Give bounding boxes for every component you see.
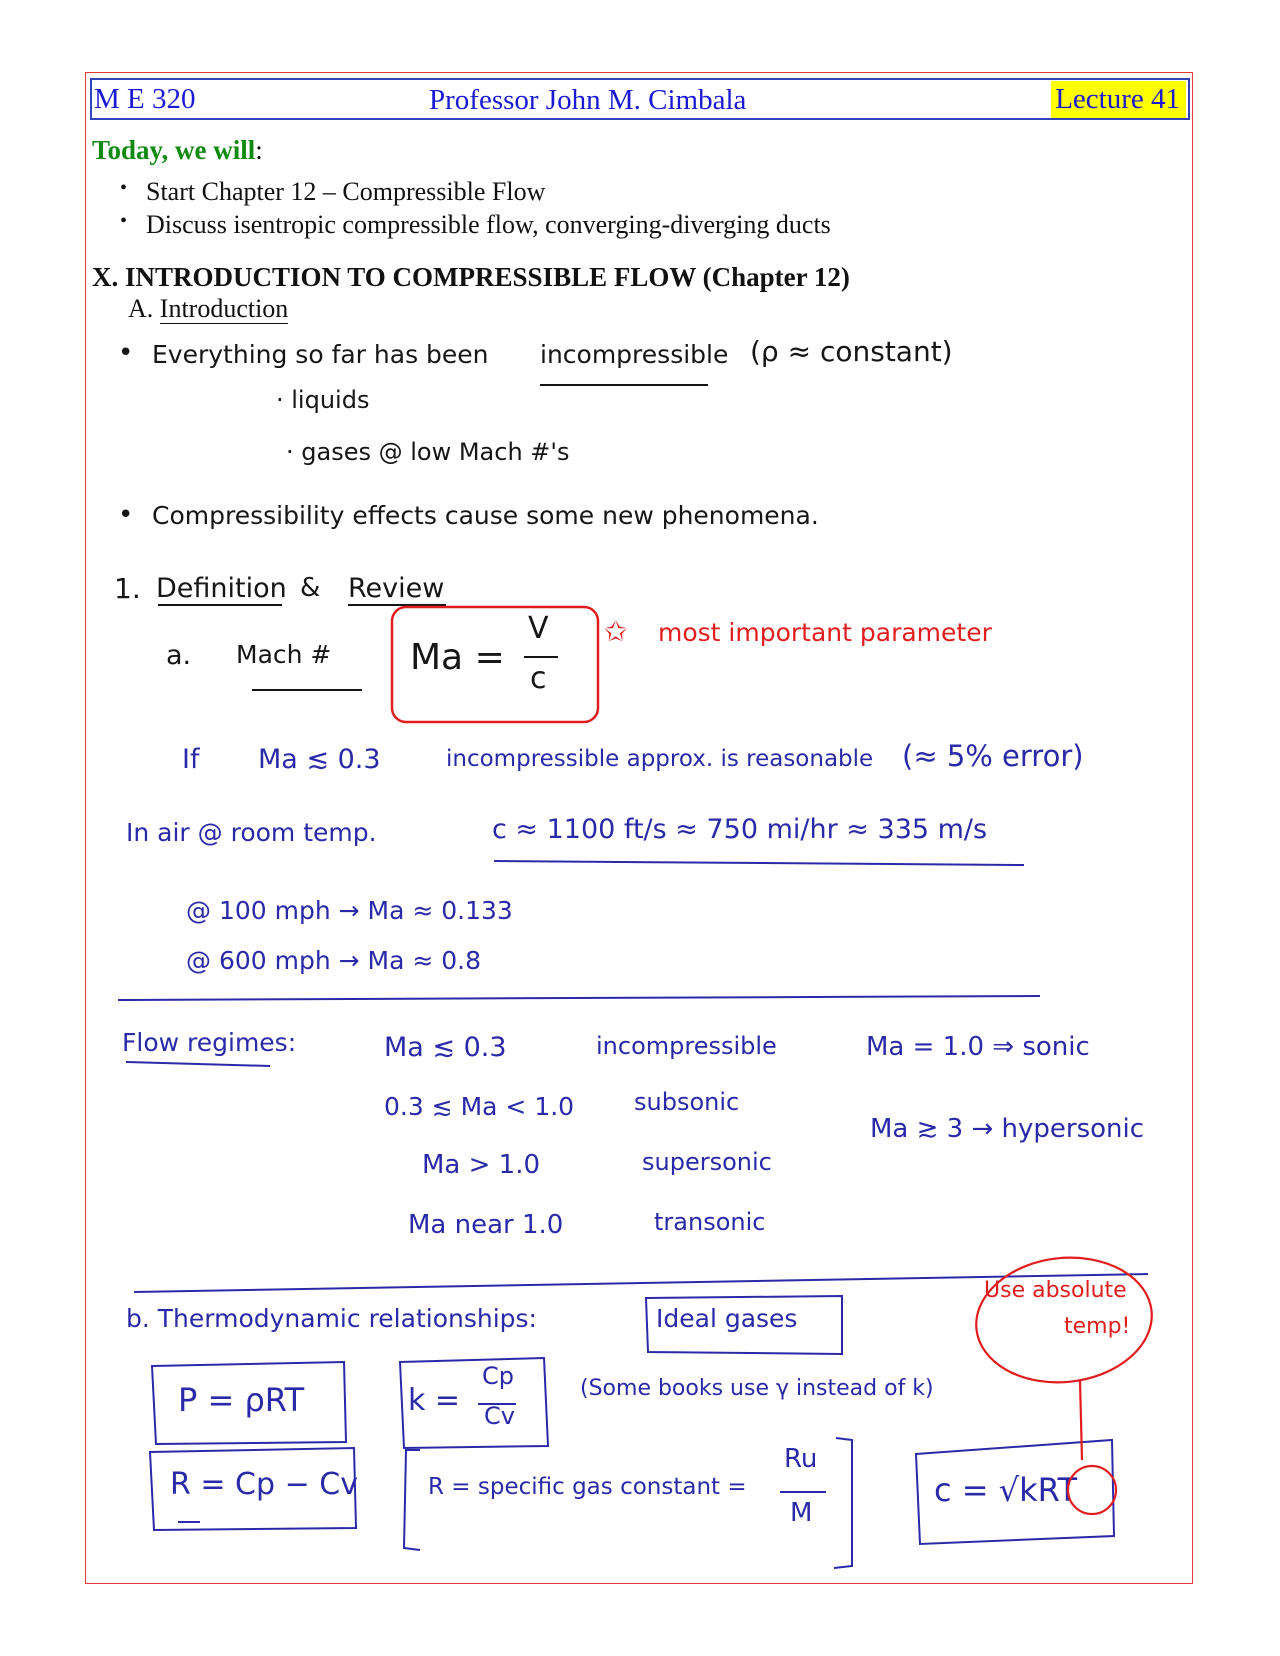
thermo-heading: b. Thermodynamic relationships: [126, 1304, 537, 1333]
use-absolute-note-2: temp! [1064, 1314, 1131, 1339]
note-liquids: · liquids [276, 386, 370, 414]
def-number: 1. [114, 572, 141, 605]
mach-formula-numerator: V [528, 611, 549, 646]
regime-condition: Ma near 1.0 [408, 1210, 564, 1240]
note-bullet: • [118, 338, 134, 368]
sonic-note: Ma = 1.0 ⇒ sonic [866, 1032, 1090, 1062]
air-room-temp: In air @ room temp. [126, 818, 377, 847]
if-condition: Ma ≲ 0.3 [258, 744, 381, 775]
R-relation: R = Cp − Cv [170, 1467, 358, 1502]
course-code: M E 320 [94, 82, 196, 115]
if-approx: incompressible approx. is reasonable [446, 746, 874, 772]
mach-formula-denominator: c [530, 661, 547, 696]
mach-item-letter: a. [166, 640, 192, 671]
if-error: (≈ 5% error) [902, 739, 1084, 773]
if-word: If [182, 744, 200, 775]
note-compressibility: Compressibility effects cause some new phenomena. [152, 501, 819, 530]
note-bullet: • [118, 500, 134, 530]
some-books-note: (Some books use γ instead of k) [580, 1376, 934, 1401]
regime-condition: Ma ≲ 0.3 [384, 1032, 507, 1063]
star-icon: ✩ [604, 615, 628, 648]
agenda-item: • Discuss isentropic compressible flow, converging-diverging ducts [110, 210, 831, 243]
R-specific-numerator: Ru [784, 1444, 818, 1474]
today-lead: Today, we will [92, 135, 256, 165]
hypersonic-note: Ma ≳ 3 → hypersonic [870, 1114, 1145, 1144]
subsection-prefix: A. [128, 294, 160, 323]
regime-name: incompressible [596, 1032, 777, 1060]
R-specific-lhs: R = specific gas constant = [428, 1474, 747, 1500]
k-formula-lhs: k = [408, 1383, 461, 1418]
k-formula-denominator: Cv [484, 1402, 515, 1430]
speed-of-sound: c ≈ 1100 ft/s ≈ 750 mi/hr ≈ 335 m/s [492, 814, 988, 845]
use-absolute-note: Use absolute [984, 1278, 1127, 1303]
ideal-gases-label: Ideal gases [656, 1304, 798, 1333]
regime-name: supersonic [642, 1148, 772, 1176]
k-formula-numerator: Cp [482, 1362, 514, 1390]
example-100mph: @ 100 mph → Ma ≈ 0.133 [186, 896, 513, 925]
flow-regimes-label: Flow regimes: [122, 1028, 297, 1057]
note-incompressible: incompressible [540, 340, 729, 369]
agenda-item: • Start Chapter 12 – Compressible Flow [110, 177, 831, 210]
def-definition: Definition [156, 573, 287, 604]
professor-name: Professor John M. Cimbala [429, 84, 747, 116]
most-important-note: most important parameter [658, 618, 992, 647]
sound-speed-formula: c = √kRT [934, 1471, 1078, 1509]
example-600mph: @ 600 mph → Ma ≈ 0.8 [186, 946, 482, 975]
subsection-name: Introduction [159, 294, 289, 323]
note-everything: Everything so far has been [152, 340, 489, 369]
mach-formula-lhs: Ma = [410, 637, 505, 678]
note-gases: · gases @ low Mach #'s [286, 438, 570, 466]
def-ampersand: & [300, 573, 321, 603]
today-colon: : [255, 135, 263, 165]
note-rho-constant: (ρ ≈ constant) [750, 335, 953, 368]
mach-label: Mach # [236, 640, 332, 669]
regime-name: subsonic [634, 1088, 740, 1116]
ideal-gas-law: P = ρRT [178, 1381, 305, 1419]
regime-name: transonic [654, 1208, 766, 1236]
R-specific-denominator: M [790, 1498, 813, 1528]
def-review: Review [348, 573, 445, 604]
section-title: X. INTRODUCTION TO COMPRESSIBLE FLOW (Chapter 12) [92, 262, 850, 292]
regime-condition: 0.3 ≲ Ma < 1.0 [384, 1092, 575, 1121]
lecture-number: Lecture 41 [1051, 81, 1186, 118]
regime-condition: Ma > 1.0 [422, 1150, 541, 1180]
